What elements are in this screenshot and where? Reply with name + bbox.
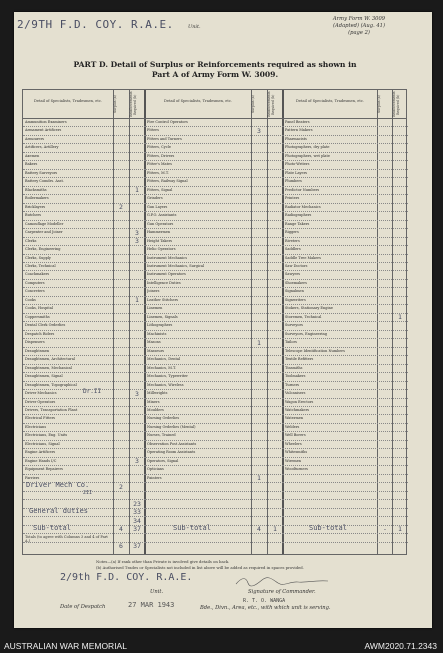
- reinforcement-value: 37: [133, 525, 141, 534]
- trade-label: Welders: [285, 424, 300, 429]
- trade-label: Telescope Identification Numbers: [285, 348, 345, 353]
- trade-label: Fire Control Operators: [147, 120, 188, 124]
- surplus-value: 4: [119, 525, 123, 534]
- reinforcement-value: 33: [133, 508, 141, 517]
- surplus-value: 4: [257, 525, 261, 534]
- trade-label: Observation Post Assistants: [147, 441, 197, 446]
- trade-label: Linemen: [147, 306, 163, 311]
- trade-label: Draughtsmen, Topographical: [25, 382, 77, 387]
- trade-label: Bakers: [25, 162, 38, 167]
- trade-label: Battery Surveyors: [25, 170, 58, 175]
- form-ref-line3: (page 2): [348, 30, 370, 37]
- credit-left: AUSTRALIAN WAR MEMORIAL: [4, 641, 127, 651]
- row-rule: [283, 542, 408, 543]
- trade-label: Range Takers: [285, 221, 310, 226]
- trade-label: Camouflage Modeller: [25, 221, 64, 226]
- header-surplus: Surplus (a): [113, 95, 117, 114]
- trade-label: Surveyors, Engineering: [285, 331, 328, 336]
- trade-label: Computers: [25, 280, 45, 285]
- header-detail: Detail of Specialists, Tradesmen, etc.: [164, 99, 232, 103]
- trade-label: Fitters, Railway Signal: [147, 179, 188, 184]
- trade-label: Gun Layers: [147, 204, 168, 209]
- trade-label: Driver Operators: [25, 399, 56, 404]
- row-rule: [283, 474, 408, 475]
- trade-label: Plate Layers: [285, 170, 308, 175]
- form-reference: [318, 16, 400, 37]
- row-rule: [283, 499, 408, 500]
- trade-label: Signwriters: [285, 297, 306, 302]
- notes: [96, 559, 304, 570]
- trade-label: Predictor Numbers: [285, 187, 320, 192]
- trade-label: Cooks: [25, 297, 36, 302]
- row-rule: [145, 533, 283, 534]
- trade-label: Panel Beaters: [285, 120, 310, 124]
- note-b: (b) Authorised Trades or Specialists not included in list above will be added as required in spaces provided.: [96, 564, 304, 570]
- trade-label: Blacksmiths: [25, 187, 47, 192]
- trade-label: Watchmakers: [285, 407, 310, 412]
- unit-label: Unit.: [188, 24, 201, 30]
- trade-label: Whitesmiths: [285, 450, 308, 455]
- trade-label: Pharmacists: [285, 136, 307, 141]
- trade-label: Helio Operators: [147, 247, 176, 252]
- row-rule: [23, 499, 145, 500]
- trade-label: Wheelers: [285, 441, 302, 446]
- trade-label: Miners: [147, 399, 160, 404]
- trade-label: Mechanics, Typewriter: [147, 374, 188, 379]
- trade-label: Instrument Mechanics: [147, 255, 188, 260]
- trade-label: Clerks, Technical: [25, 263, 56, 268]
- trade-label: Coachmakers: [25, 272, 50, 277]
- trade-label: Fitters, Drivers: [147, 153, 175, 158]
- reinforcement-value: 1: [273, 525, 277, 534]
- trade-label: G.P.O. Assistants: [147, 213, 177, 218]
- trade-label: Mechanics, M.T.: [147, 365, 176, 370]
- trade-label: Moulders: [147, 407, 164, 412]
- trade-label: Clerks, Supply: [25, 255, 51, 260]
- trade-label: Engine Artificers: [25, 450, 56, 455]
- trade-label: Nursing Orderlies: [147, 416, 180, 421]
- trade-label: Lithographers: [147, 323, 173, 328]
- trade-label: Clerks: [25, 238, 37, 243]
- trade-label: Woodturners: [285, 467, 308, 472]
- trade-label: Mechanics, Wireless: [147, 382, 184, 387]
- part-title-line2: Part A of Army Form W. 3009.: [151, 69, 279, 79]
- typed-entry: Dr.II: [83, 388, 102, 396]
- row-rule: [283, 482, 408, 483]
- trade-label: Draughtsmen, Signal: [25, 374, 63, 379]
- trade-label: Machinists: [147, 331, 167, 336]
- trade-label: Photo-Writers: [285, 162, 310, 167]
- row-rule: [23, 516, 145, 517]
- trade-label: Turners: [285, 382, 300, 387]
- trade-label: Boilermakers: [25, 196, 49, 201]
- trade-label: Printers: [285, 196, 300, 201]
- trade-label: Coppersmiths: [25, 314, 50, 319]
- specialists-table: [22, 89, 407, 555]
- date-label: Date of Despatch: [60, 604, 106, 610]
- trade-label: Engine Hands I/C: [25, 458, 57, 463]
- trade-label: Leather Stitchers: [147, 297, 179, 302]
- trade-label: Radiator Mechanics: [285, 204, 321, 209]
- serving-label: Bde., Divn., Area, etc., with which unit is serving.: [200, 605, 331, 611]
- row-rule: [145, 542, 283, 543]
- trade-label: Vulcanisers: [285, 391, 306, 396]
- trade-label: Intelligence Duties: [147, 280, 181, 285]
- trade-label: Opticians: [147, 467, 164, 472]
- trade-label: Tailors: [285, 340, 297, 345]
- trade-label: Grinders: [147, 196, 163, 201]
- header-surplus: Surplus (a): [377, 95, 381, 114]
- trade-label: Fitters: [147, 128, 159, 133]
- header-detail: Detail of Specialists, Tradesmen, etc.: [34, 99, 102, 103]
- date-value: 27 MAR 1943: [128, 601, 175, 609]
- trade-label: Textile Refitters: [285, 357, 314, 362]
- surplus-value: 3: [257, 126, 261, 135]
- trade-label: Equipment Repairers: [25, 467, 63, 472]
- reinforcement-value: 1: [398, 313, 402, 322]
- trade-label: Operating Room Assistants: [147, 450, 196, 455]
- trade-label: Clerks, Engineering: [25, 247, 61, 252]
- trade-label: Fitters, Signal: [147, 187, 173, 192]
- trade-label: Electrical Fitters: [25, 416, 56, 421]
- trade-label: Fitter's Mates: [147, 162, 172, 167]
- reinforcement-value: 23: [133, 499, 141, 508]
- trade-label: Surveyors: [285, 323, 303, 328]
- trade-label: Signalmen: [285, 289, 304, 294]
- trade-label: Photographers, dry plate: [285, 145, 330, 150]
- part-title: [40, 60, 390, 80]
- surplus-value: -: [383, 525, 387, 534]
- row-rule: [283, 516, 408, 517]
- trade-label: Painters: [147, 475, 162, 480]
- trade-label: Drivers, Transportation Plant: [25, 407, 78, 412]
- trade-label: Driver Mechanics: [25, 391, 57, 396]
- typed-entry: Sub-total: [173, 523, 211, 532]
- form-ref-line1: Army Form W. 3009: [332, 16, 386, 22]
- trade-label: Electricians: [25, 424, 47, 429]
- trade-label: Tinsmiths: [285, 365, 303, 370]
- trade-label: Nursing Orderlies (Mental): [147, 424, 196, 429]
- trade-label: Instrument Mechanics, Surgical: [147, 263, 205, 268]
- rto-stamp: R. T. O. WANGA: [243, 598, 286, 604]
- trade-label: Ammunition Examiners: [25, 120, 67, 124]
- trade-label: Dental Clerk Orderlies: [25, 323, 66, 328]
- trade-label: Draughtsmen: [25, 348, 50, 353]
- header-detail: Detail of Specialists, Tradesmen, etc.: [296, 99, 364, 103]
- row-rule: [145, 516, 283, 517]
- trade-label: Stokers, Stationary Engine: [285, 306, 333, 311]
- trade-label: Saddlers: [285, 247, 301, 252]
- trade-label: Watermen: [285, 416, 304, 421]
- trade-label: Masons: [147, 340, 161, 345]
- trade-label: Cooks, Hospital: [25, 306, 53, 311]
- trade-label: Photographers, wet plate: [285, 153, 331, 158]
- trade-label: Riggers: [285, 230, 299, 235]
- trade-label: Draughtsmen, Architectural: [25, 357, 75, 362]
- trade-label: Pattern Makers: [285, 128, 313, 133]
- credit-right: AWM2020.71.2343: [364, 641, 437, 651]
- trade-label: Fitters and Turners: [147, 136, 182, 141]
- surplus-value: 1: [257, 338, 261, 347]
- totals-label: Totals (to agree with Columns 3 and 4 of Part A.): [25, 534, 108, 544]
- trade-label: Wiremen: [285, 458, 302, 463]
- trade-label: Butchers: [25, 213, 41, 218]
- trade-label: Gun Operators: [147, 221, 174, 226]
- trade-label: Artificers, Artillery: [25, 145, 59, 150]
- header-reinforcements: Reinforcements Required (b): [392, 91, 400, 117]
- trade-label: Draughtsmen, Mechanical: [25, 365, 72, 370]
- reinforcement-value: 3: [135, 237, 139, 246]
- trade-label: Electricians, Eng. Units: [25, 433, 68, 438]
- trade-label: Toolmakers: [285, 374, 306, 379]
- trade-label: Saw Doctors: [285, 263, 308, 268]
- trade-label: Masseurs: [147, 348, 165, 353]
- signature-label: Signature of Commander.: [248, 589, 316, 595]
- trade-label: Electricians, Signal: [25, 441, 60, 446]
- typed-entry: Driver Mech Co.: [26, 481, 90, 490]
- reinforcement-value: 1: [135, 296, 139, 305]
- typed-entry: General duties: [29, 506, 89, 515]
- surplus-value: 1: [257, 474, 261, 483]
- reinforcement-value: 1: [398, 525, 402, 534]
- trade-label: Battery Comdrs. Asst.: [25, 179, 64, 184]
- typed-entry: 2II: [83, 489, 93, 496]
- row-rule: [145, 508, 283, 509]
- reinforcement-value: 1: [135, 186, 139, 195]
- row-rule: [283, 533, 408, 534]
- trade-label: Despatch Riders: [25, 331, 55, 336]
- row-rule: [145, 491, 283, 492]
- trade-label: Farriers: [25, 475, 40, 480]
- footer-unit-typed: 2/9th F.D. COY. R.A.E.: [60, 572, 193, 583]
- reinforcement-value: 3: [135, 457, 139, 466]
- trade-label: Shoemakers: [285, 280, 307, 285]
- commander-signature: [232, 575, 342, 587]
- row-rule: [283, 508, 408, 509]
- trade-label: Linemen, Signals: [147, 314, 178, 319]
- reinforcement-value: 3: [135, 389, 139, 398]
- reinforcement-value: 37: [133, 542, 141, 550]
- trade-label: Fitters, M.T.: [147, 170, 169, 175]
- typed-entry: Sub-total: [33, 523, 71, 532]
- header-reinforcements: Reinforcements Required (b): [267, 91, 275, 117]
- footer-unit-label: Unit.: [150, 589, 164, 595]
- header-surplus: Surplus (a): [251, 95, 255, 114]
- trade-label: Bricklayers: [25, 204, 46, 209]
- form-ref-line2: (Adapted) (Aug. 41): [332, 23, 385, 30]
- row-rule: [145, 499, 283, 500]
- typed-entry: Sub-total: [309, 523, 347, 532]
- unit-typed-header: 2/9TH F.D. COY. R.A.E.: [17, 18, 174, 31]
- trade-label: Wagon Erectors: [285, 399, 314, 404]
- reinforcement-value: 34: [133, 516, 141, 525]
- trade-label: Saddle Tree Makers: [285, 255, 321, 260]
- trade-label: Hammermen: [147, 230, 171, 235]
- header-reinforcements: Reinforcements Required (b): [129, 91, 137, 117]
- surplus-value: 2: [119, 203, 123, 212]
- trade-label: Carpenter and Joiner: [25, 230, 63, 235]
- trade-label: Nurses, Trained: [147, 433, 176, 438]
- note-a: Notes—(a) If rank other than Private is involved give details on back.: [96, 559, 230, 564]
- part-title-line1: PART D. Detail of Surplus or Reinforcements required as shown in: [73, 60, 357, 69]
- trade-label: Axemen: [25, 153, 40, 158]
- trade-label: Sawyers: [285, 272, 300, 277]
- trade-label: Radiographers: [285, 213, 312, 218]
- trade-label: Millwrights: [147, 391, 168, 396]
- trade-label: Armament Artificers: [25, 128, 62, 133]
- reinforcement-value: 3: [135, 228, 139, 237]
- trade-label: Well Borers: [285, 433, 306, 438]
- trade-label: Storemen, Technical: [285, 314, 322, 319]
- trade-label: Instrument Operators: [147, 272, 186, 277]
- trade-label: Joiners: [147, 289, 160, 294]
- surplus-value: 2: [119, 482, 123, 491]
- trade-label: Concreters: [25, 289, 45, 294]
- row-rule: [283, 491, 408, 492]
- trade-label: Fitters, Cycle: [147, 145, 171, 150]
- trade-label: Mechanics, Dental: [147, 357, 181, 362]
- row-rule: [145, 482, 283, 483]
- surplus-value: 6: [119, 542, 123, 550]
- trade-label: Height Takers: [147, 238, 173, 243]
- trade-label: Armourers: [25, 136, 45, 141]
- trade-label: Plumbers: [285, 179, 302, 184]
- trade-label: Operators, Signal: [147, 458, 179, 463]
- trade-label: Riveters: [285, 238, 300, 243]
- trade-label: Dispensers: [25, 340, 45, 345]
